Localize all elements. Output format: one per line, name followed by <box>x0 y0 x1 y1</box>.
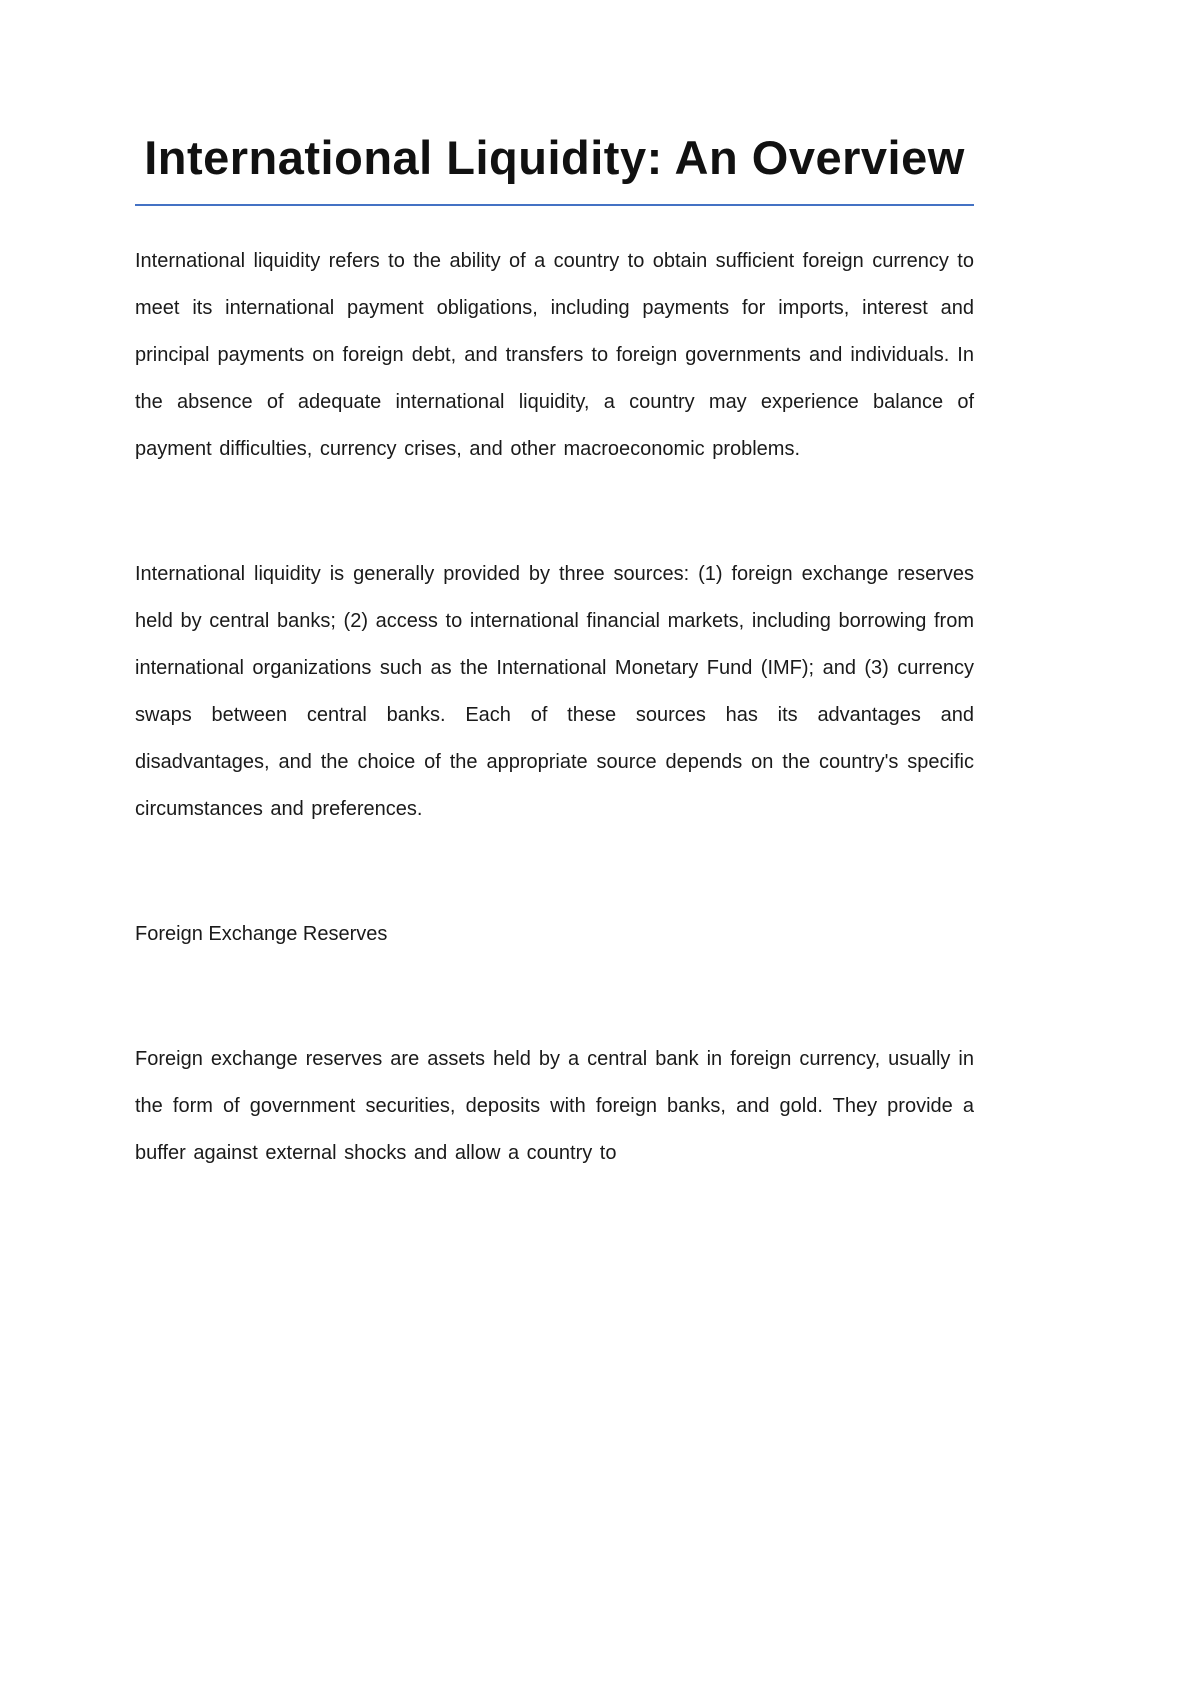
paragraph-international-liquidity-definition: International liquidity refers to the ability of a country to obtain sufficient foreign currency to meet its international payment obligations, including payments for imports, interest and principal payments on foreign debt, and transfers to foreign governments and individuals. In the absence of adequate international liquidity, a country may experience balance of payment difficulties, currency crises, and other macroeconomic problems. <box>135 250 974 461</box>
paragraph-liquidity-sources: International liquidity is generally provided by three sources: (1) foreign exchange reserves held by central banks; (2) access to international financial markets, including borrowing from international organizations such as the International Monetary Fund (IMF); and (3) currency swaps between central banks. Each of these sources has its advantages and disadvantages, and the choice of the appropriate source depends on the country's specific circumstances and preferences. <box>135 563 974 821</box>
document-body <box>135 238 974 1177</box>
section-heading-foreign-exchange-reserves: Foreign Exchange Reserves <box>135 923 388 946</box>
title-rule <box>135 204 974 206</box>
paragraph-foreign-exchange-reserves-intro: Foreign exchange reserves are assets held by a central bank in foreign currency, usually in the form of government securities, deposits with foreign banks, and gold. They provide a buffer against external shocks and allow a country to <box>135 1048 974 1165</box>
page-title: International Liquidity: An Overview <box>144 131 965 184</box>
